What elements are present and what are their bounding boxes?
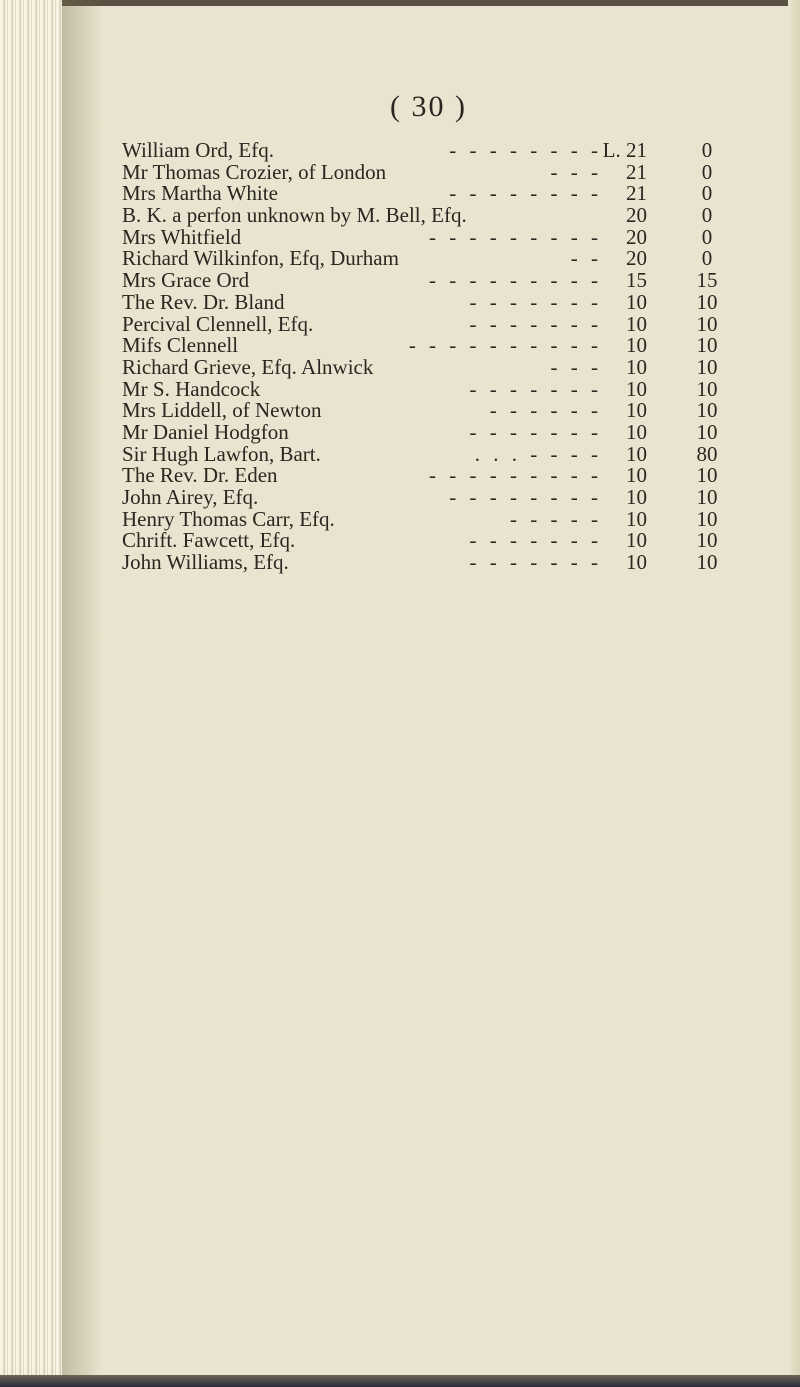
amount-pounds: 10 <box>626 333 647 358</box>
amount-shillings: 10 <box>696 376 718 401</box>
list-item <box>122 419 772 444</box>
subscriber-name: Sir Hugh Lawfon, Bart. <box>122 441 321 466</box>
subscriber-name: Mrs Whitfield <box>122 224 242 249</box>
subscriber-name: Mr Thomas Crozier, of London <box>122 159 387 184</box>
dot-leader: - - - - - - - <box>469 528 602 553</box>
dot-leader: - - - - - - - - <box>449 138 602 162</box>
dot-leader: - - - - - - - - - <box>429 268 602 293</box>
dot-leader: - - - - - <box>510 506 602 531</box>
amount-pounds: 10 <box>626 463 647 488</box>
amount-pounds: 10 <box>626 398 647 423</box>
list-item <box>122 248 772 270</box>
list-item <box>122 159 772 184</box>
dot-leader: . . . - - - - <box>474 441 602 466</box>
list-item <box>122 270 772 292</box>
subscriber-name: Mrs Martha White <box>122 181 278 206</box>
amount-shillings: 0 <box>701 224 713 249</box>
list-item <box>122 311 772 336</box>
list-item <box>122 552 772 574</box>
amount-pounds: 21 <box>626 181 647 206</box>
amount-shillings: 10 <box>696 289 718 314</box>
amount-shillings: 0 <box>701 203 713 228</box>
amount-shillings: 10 <box>696 528 718 553</box>
amount-shillings: 10 <box>696 550 718 575</box>
list-item <box>122 376 772 401</box>
amount-shillings: 0 <box>701 159 713 184</box>
list-item <box>122 183 772 205</box>
subscriber-name: Richard Grieve, Efq. Alnwick <box>122 354 374 379</box>
subscriber-name: Henry Thomas Carr, Efq. <box>122 506 335 531</box>
amount-shillings: 10 <box>696 311 718 336</box>
dot-leader: - - - - - - - <box>469 311 602 336</box>
page-top-edge <box>0 0 800 6</box>
subscriber-name: Richard Wilkinfon, Efq, Durham <box>122 246 399 271</box>
amount-shillings: 0 <box>701 246 713 271</box>
list-item <box>122 140 772 162</box>
dot-leader: - - <box>570 246 602 271</box>
amount-pounds: 10 <box>626 419 647 444</box>
dot-leader: - - - - - - - <box>469 550 602 575</box>
subscriber-name: Chrift. Fawcett, Efq. <box>122 528 296 553</box>
subscriber-name: William Ord, Efq. <box>122 138 274 162</box>
amount-shillings: 10 <box>696 398 718 423</box>
list-item <box>122 400 772 422</box>
list-item <box>122 530 772 552</box>
subscriber-name: B. K. a perfon unknown by M. Bell, Efq. <box>122 203 467 228</box>
list-item <box>122 465 772 487</box>
list-item <box>122 289 772 314</box>
dot-leader: - - - - - - - - <box>449 485 602 509</box>
list-item <box>122 441 772 466</box>
list-item <box>122 335 772 357</box>
subscriber-name: Mifs Clennell <box>122 333 239 358</box>
list-item <box>122 487 772 509</box>
subscriber-name: Mrs Liddell, of Newton <box>122 398 322 423</box>
amount-pounds: 20 <box>626 246 647 271</box>
amount-pounds: 10 <box>626 485 647 509</box>
subscriber-name: Mr Daniel Hodgfon <box>122 419 289 444</box>
amount-pounds: 10 <box>626 528 647 553</box>
amount-pounds: 10 <box>626 550 647 575</box>
page-number: ( 30 ) <box>390 90 467 123</box>
subscriber-name: John Williams, Efq. <box>122 550 289 575</box>
dot-leader: - - - - - - - - <box>449 181 602 206</box>
subscriber-name: Mr S. Handcock <box>122 376 261 401</box>
amount-pounds: 10 <box>626 289 647 314</box>
amount-shillings: 0 <box>701 181 713 206</box>
page-right-edge <box>788 0 800 1387</box>
subscriber-name: The Rev. Dr. Eden <box>122 463 278 488</box>
list-item <box>122 205 772 227</box>
amount-shillings: 10 <box>696 333 718 358</box>
amount-pounds: 10 <box>626 441 647 466</box>
list-item <box>122 224 772 249</box>
dot-leader: - - - - - - - <box>469 289 602 314</box>
amount-shillings: 80 <box>696 441 718 466</box>
dot-leader: - - - <box>550 159 602 184</box>
subscriber-name: Percival Clennell, Efq. <box>122 311 314 336</box>
list-item <box>122 354 772 379</box>
amount-shillings: 10 <box>696 485 718 509</box>
amount-shillings: 10 <box>696 463 718 488</box>
dot-leader: - - - - - - - - - <box>429 224 602 249</box>
amount-pounds: 10 <box>626 506 647 531</box>
amount-shillings: 10 <box>696 419 718 444</box>
amount-pounds: 10 <box>626 354 647 379</box>
dot-leader: - - - - - - - - - <box>429 463 602 488</box>
subscriber-name: Mrs Grace Ord <box>122 268 250 293</box>
amount-shillings: 10 <box>696 506 718 531</box>
amount-pounds: 20 <box>626 203 647 228</box>
subscriber-name: John Airey, Efq. <box>122 485 259 509</box>
dot-leader: - - - - - - <box>489 398 602 423</box>
dot-leader: - - - <box>550 354 602 379</box>
amount-pounds: 21 <box>626 159 647 184</box>
amount-pounds: 20 <box>626 224 647 249</box>
page-bottom-edge <box>0 1375 800 1387</box>
dot-leader: - - - - - - - <box>469 376 602 401</box>
amount-shillings: 15 <box>696 268 718 293</box>
subscriber-list <box>122 140 772 574</box>
dot-leader: - - - - - - - <box>469 419 602 444</box>
amount-shillings: 0 <box>701 138 713 162</box>
book-gutter <box>0 0 62 1387</box>
amount-pounds: 10 <box>626 311 647 336</box>
dot-leader: - - - - - - - - - - <box>408 333 602 358</box>
list-item <box>122 506 772 531</box>
subscriber-name: The Rev. Dr. Bland <box>122 289 285 314</box>
amount-pounds: 15 <box>626 268 647 293</box>
amount-pounds: 10 <box>626 376 647 401</box>
amount-pounds: L. 21 <box>602 138 647 162</box>
amount-shillings: 10 <box>696 354 718 379</box>
gutter-shadow <box>62 0 102 1387</box>
